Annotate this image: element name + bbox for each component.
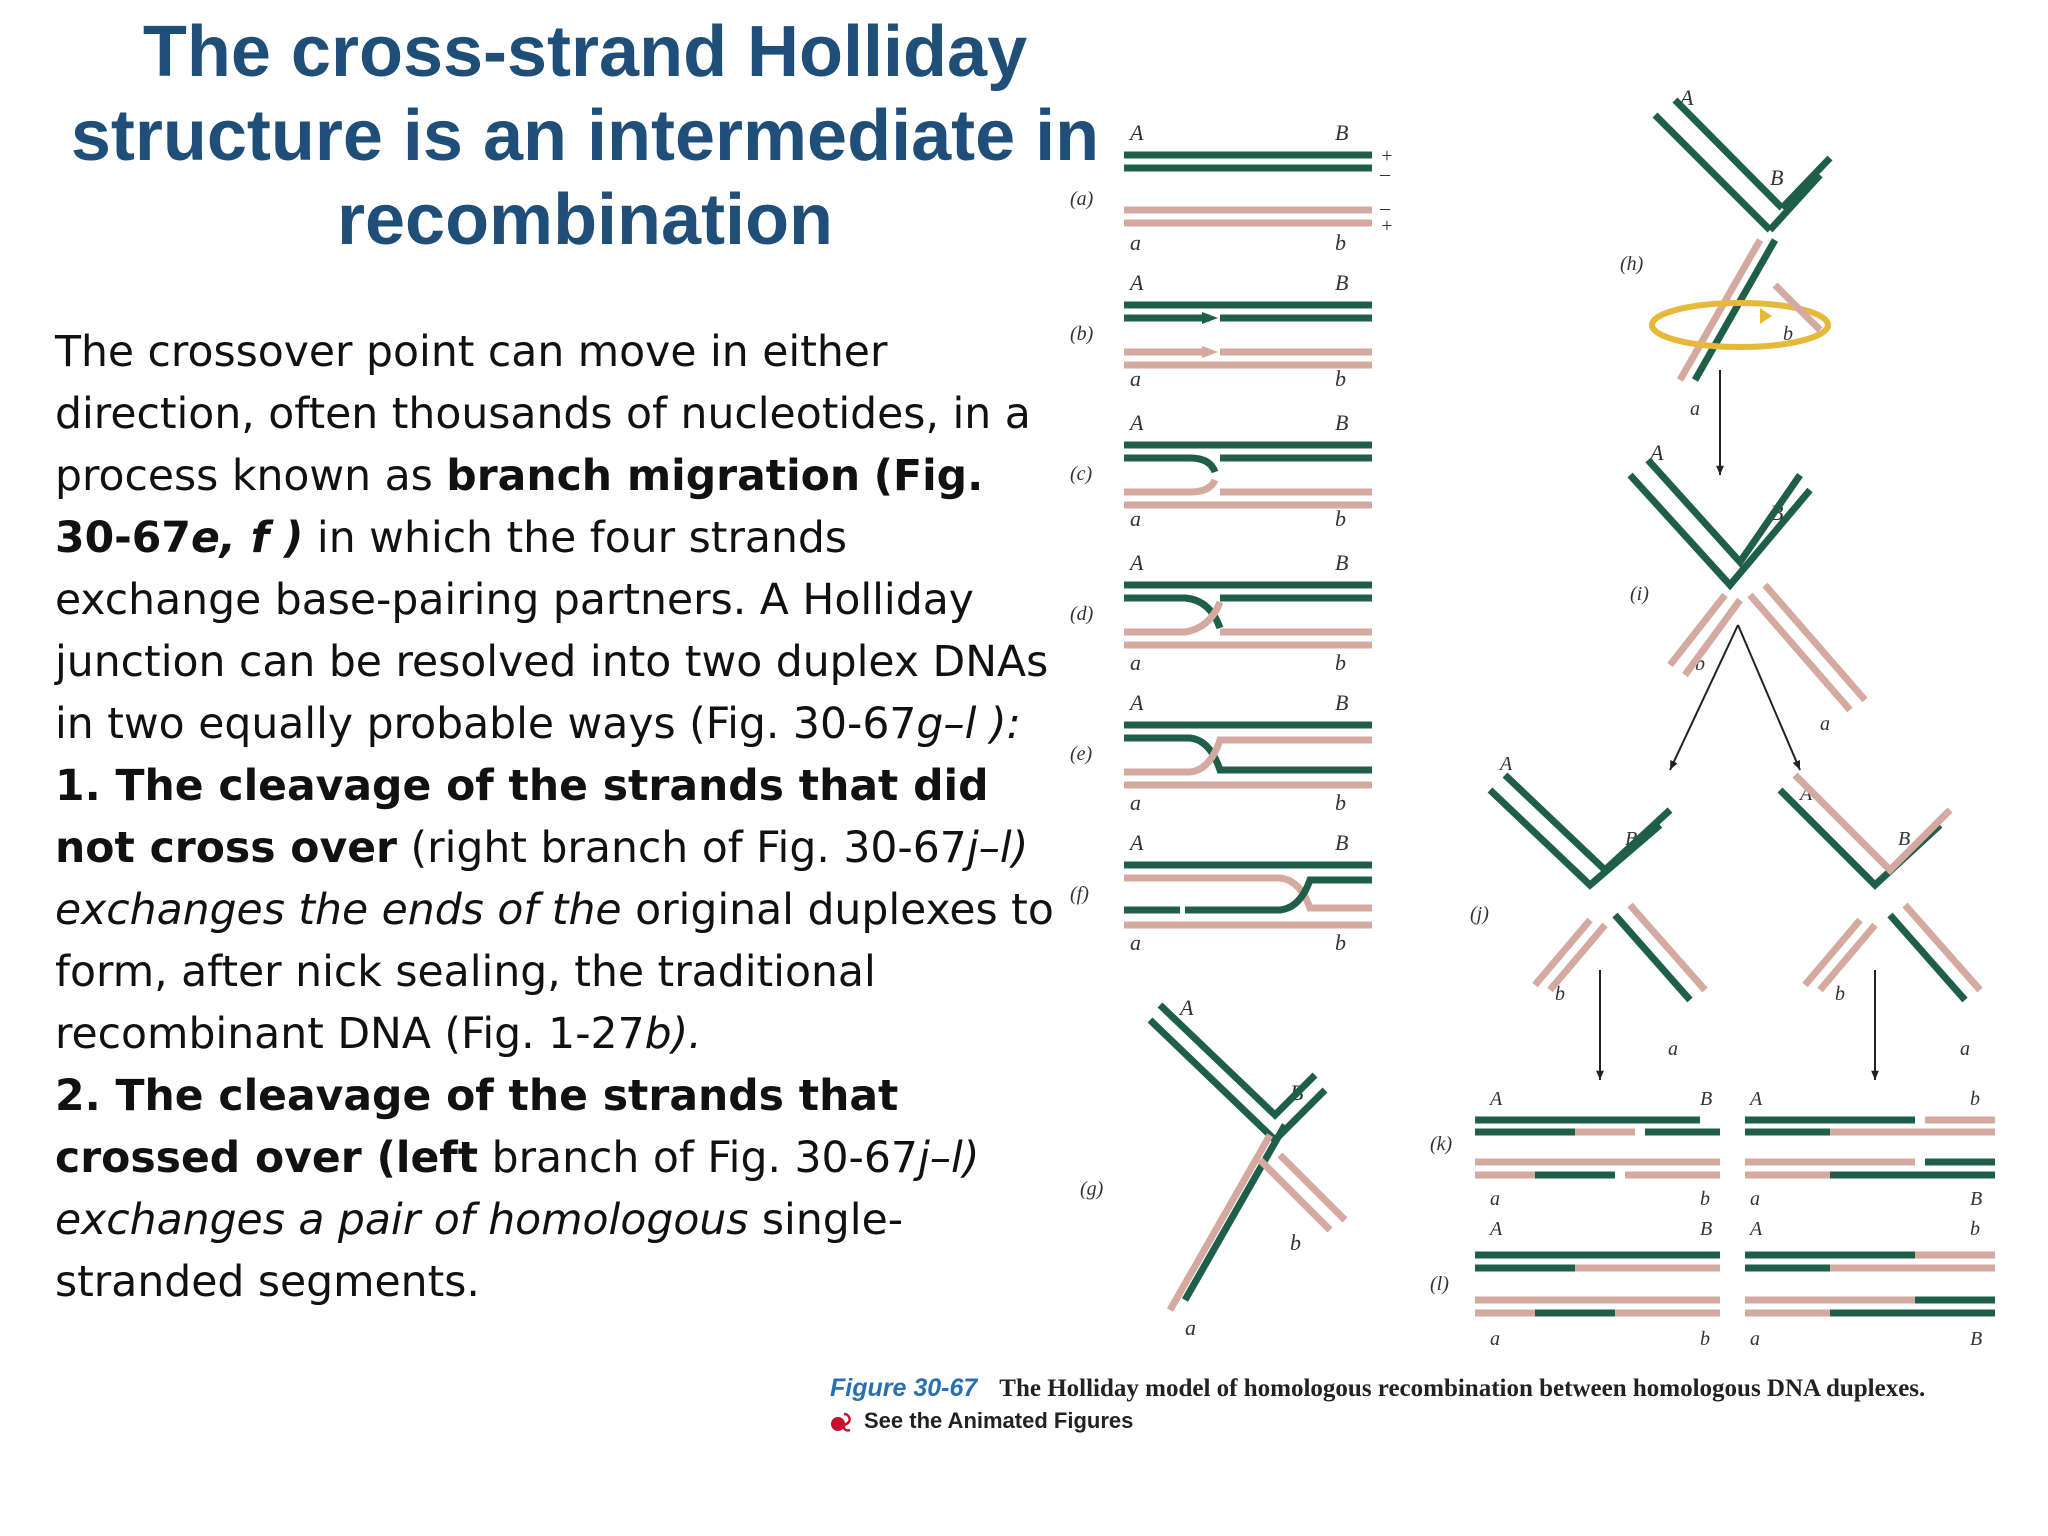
label-B: B	[1335, 120, 1349, 145]
label-a: a	[1130, 930, 1141, 955]
label-B: B	[1625, 828, 1638, 850]
panel-label-c: (c)	[1070, 463, 1093, 485]
label-B: B	[1335, 410, 1349, 435]
panel-label-l: (l)	[1430, 1273, 1449, 1295]
label-A: A	[1130, 550, 1144, 575]
panel-label-a: (a)	[1070, 188, 1094, 210]
label-A: A	[1490, 1088, 1503, 1110]
label-a: a	[1130, 506, 1141, 531]
label-a: a	[1130, 790, 1141, 815]
label-B: B	[1335, 830, 1349, 855]
label-B: B	[1970, 1328, 1983, 1350]
label-A: A	[1130, 120, 1144, 145]
animated-figures-link[interactable]	[830, 1408, 1133, 1434]
label-B: B	[1770, 165, 1784, 190]
figure-caption	[830, 1374, 1925, 1403]
plus-sign: +	[1380, 145, 1394, 167]
label-A: A	[1490, 1218, 1503, 1240]
label-A: A	[1180, 995, 1194, 1020]
minus-sign: –	[1380, 163, 1390, 185]
panel-label-d: (d)	[1070, 603, 1094, 625]
label-a: a	[1960, 1038, 1970, 1060]
label-A: A	[1680, 85, 1694, 110]
label-b: b	[1335, 230, 1346, 255]
label-b: b	[1335, 366, 1346, 391]
holliday-model-figure	[1060, 80, 2020, 1370]
pink-diagonal-strand	[1170, 1135, 1270, 1310]
panel-label-h: (h)	[1620, 253, 1644, 275]
green-diagonal-strand	[1185, 1125, 1285, 1300]
arrow-down-right-head	[1871, 1071, 1879, 1080]
label-A: A	[1500, 753, 1513, 775]
label-b: b	[1783, 323, 1793, 345]
title-line-1: The cross-strand Holliday	[142, 12, 1028, 92]
label-b: b	[1555, 983, 1565, 1005]
animation-icon	[830, 1410, 854, 1434]
label-B: B	[1770, 500, 1784, 525]
label-b: b	[1335, 506, 1346, 531]
label-a: a	[1490, 1328, 1500, 1350]
label-b: b	[1335, 650, 1346, 675]
label-A: A	[1130, 270, 1144, 295]
title-line-3: recombination	[336, 180, 834, 260]
panel-label-j: (j)	[1470, 903, 1489, 925]
label-a: a	[1820, 713, 1830, 735]
nick-arrow	[1202, 312, 1218, 324]
label-b: b	[1970, 1088, 1980, 1110]
label-b: b	[1835, 983, 1845, 1005]
label-a: a	[1490, 1188, 1500, 1210]
label-B: B	[1290, 1080, 1304, 1105]
slide-title	[50, 10, 1120, 262]
label-A: A	[1130, 410, 1144, 435]
green-arm-strand	[1782, 158, 1830, 208]
animated-figures-text: See the Animated Figures	[864, 1408, 1134, 1433]
panel-label-g: (g)	[1080, 1178, 1104, 1200]
green-arm-strand	[1648, 460, 1800, 562]
label-B: B	[1335, 550, 1349, 575]
label-B: B	[1898, 828, 1911, 850]
panel-label-e: (e)	[1070, 743, 1093, 765]
label-A: A	[1650, 440, 1664, 465]
title-line-2: structure is an intermediate in	[70, 96, 1100, 176]
label-a: a	[1668, 1038, 1678, 1060]
pink-stem-strand	[1680, 240, 1760, 380]
label-A: A	[1750, 1218, 1763, 1240]
label-b: b	[1335, 930, 1346, 955]
arrow-down-head	[1716, 466, 1724, 475]
rotation-arrow	[1760, 308, 1772, 324]
panel-label-b: (b)	[1070, 323, 1094, 345]
label-a: a	[1690, 398, 1700, 420]
pink-arm-strand	[1795, 775, 1950, 870]
label-A: A	[1800, 783, 1813, 805]
pink-arm-strand	[1750, 595, 1850, 710]
green-arm-strand	[1655, 115, 1770, 230]
label-B: B	[1335, 690, 1349, 715]
label-a: a	[1750, 1328, 1760, 1350]
label-b: b	[1700, 1328, 1710, 1350]
label-A: A	[1130, 690, 1144, 715]
label-B: B	[1700, 1218, 1713, 1240]
pink-arm-strand	[1765, 585, 1865, 700]
label-A: A	[1750, 1088, 1763, 1110]
green-arm-strand	[1630, 475, 1810, 585]
label-b: b	[1970, 1218, 1980, 1240]
panel-label-i: (i)	[1630, 583, 1649, 605]
label-a: a	[1130, 650, 1141, 675]
panel-label-f: (f)	[1070, 883, 1089, 905]
panel-label-k: (k)	[1430, 1133, 1453, 1155]
label-b: b	[1335, 790, 1346, 815]
label-b: b	[1700, 1188, 1710, 1210]
label-a: a	[1750, 1188, 1760, 1210]
label-b: b	[1695, 653, 1705, 675]
figure-label: Figure 30-67	[830, 1374, 978, 1402]
plus-sign: +	[1380, 215, 1394, 237]
label-B: B	[1700, 1088, 1713, 1110]
label-B: B	[1335, 270, 1349, 295]
minus-sign: –	[1380, 197, 1390, 219]
nick-arrow	[1202, 346, 1218, 358]
label-A: A	[1130, 830, 1144, 855]
figure-caption-text: The Holliday model of homologous recombination between homologous DNA duplexes.	[999, 1375, 1926, 1402]
label-b: b	[1290, 1230, 1301, 1255]
label-B: B	[1970, 1188, 1983, 1210]
label-a: a	[1185, 1315, 1196, 1340]
label-a: a	[1130, 230, 1141, 255]
green-arm-strand	[1160, 1005, 1315, 1115]
green-invading-strand	[1124, 458, 1215, 472]
green-arm-strand	[1505, 775, 1670, 870]
arrow-down-left-head	[1596, 1071, 1604, 1080]
pink-invading-strand	[1124, 480, 1215, 492]
body-paragraph: The crossover point can move in either direction, often thousands of nucleotides, in a process known as branch migration (Fig. 30-67e, f ) in which the four strands exchange base-pairing partners. A Holliday junction can be resolved into two duplex DNAs in two equally probable ways (Fig. 30-67g–l ): 1. The cleavage of the strands that did not cross over (right branch of Fig. 30-67j–l) exchanges the ends of the original duplexes to form, after nick sealing, the traditional recombinant DNA (Fig. 1-27b). 2. The cleavage of the strands that crossed over (left branch of Fig. 30-67j–l) exchanges a pair of homologous single-stranded segments.	[55, 328, 1054, 1307]
label-a: a	[1130, 366, 1141, 391]
